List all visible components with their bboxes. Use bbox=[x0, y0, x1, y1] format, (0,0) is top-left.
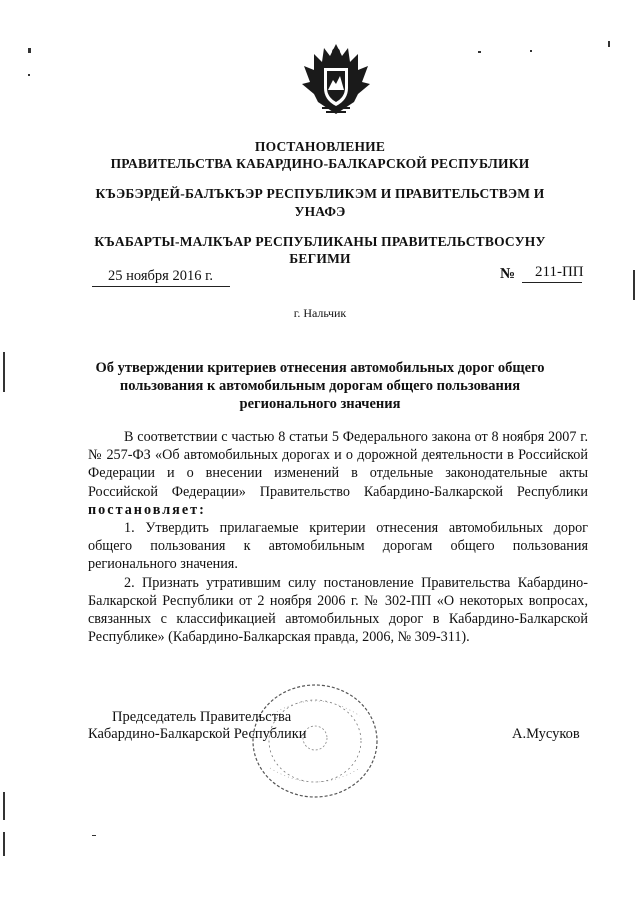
decree-title-2: пользования к автомобильным дорогам общего пользования bbox=[119, 378, 521, 394]
date-underline bbox=[92, 286, 230, 287]
header-title-6: БЕГИМИ bbox=[289, 251, 351, 266]
scan-mark bbox=[633, 270, 635, 300]
scan-mark bbox=[530, 50, 532, 52]
intro-text: В соответствии с частью 8 статьи 5 Федерального закона от 8 ноября 2007 г. № 257-ФЗ «Об автомобильных дорогах и о дорожной деятельности в Российской Федерации и о внесении изменений в отдельные законодательные акты Российской Федерации» Правительство Кабардино-Балкарской Республики bbox=[88, 429, 588, 500]
decree-number: 211-ПП bbox=[535, 264, 584, 280]
coat-of-arms bbox=[296, 38, 376, 120]
signatory-name: А.Мусуков bbox=[512, 726, 580, 742]
header-title-3: КЪЭБЭРДЕЙ-БАЛЪКЪЭР РЕСПУБЛИКЭМ И ПРАВИТЕЛЬСТВЭМ И bbox=[95, 186, 545, 201]
decree-title-1: Об утверждении критериев отнесения автомобильных дорог общего bbox=[95, 360, 545, 376]
intro-paragraph bbox=[88, 428, 588, 519]
header-title-4: УНАФЭ bbox=[294, 204, 346, 219]
decree-body bbox=[88, 428, 588, 646]
scan-mark bbox=[28, 74, 30, 76]
decree-date: 25 ноября 2016 г. bbox=[108, 268, 214, 284]
scan-mark bbox=[3, 792, 5, 820]
header-title-1: ПОСТАНОВЛЕНИЕ bbox=[254, 139, 386, 154]
header-title-5: КЪАБАРТЫ-МАЛКЪАР РЕСПУБЛИКАНЫ ПРАВИТЕЛЬСТВОСУНУ bbox=[94, 234, 546, 249]
scan-mark bbox=[28, 48, 31, 53]
city: г. Нальчик bbox=[293, 306, 347, 320]
decree-word: постановляет: bbox=[88, 501, 206, 518]
signatory-position-1: Председатель Правительства bbox=[112, 709, 292, 725]
number-underline bbox=[522, 282, 582, 283]
kbr-coat-of-arms-icon bbox=[296, 38, 376, 120]
signatory-position-2: Кабардино-Балкарской Республики bbox=[88, 726, 307, 742]
header-title-2: ПРАВИТЕЛЬСТВА КАБАРДИНО-БАЛКАРСКОЙ РЕСПУБЛИКИ bbox=[110, 156, 530, 171]
scan-mark bbox=[3, 352, 5, 392]
item-2: 2. Признать утратившим силу постановление Правительства Кабардино-Балкарской Республики от 2 ноября 2006 г. № 302-ПП «О некоторых вопросах, связанных с классификацией автомобильных дорог в Кабардино-Балкарской Республике» (Кабардино-Балкарская правда, 2006, № 309-311). bbox=[88, 574, 588, 646]
scan-mark bbox=[608, 41, 610, 47]
item-1: 1. Утвердить прилагаемые критерии отнесения автомобильных дорог общего пользования к автомобильным дорогам общего пользования регионального значения. bbox=[88, 520, 588, 573]
scan-mark bbox=[3, 832, 5, 856]
decree-title-3: регионального значения bbox=[239, 396, 401, 412]
scan-mark bbox=[92, 835, 96, 836]
number-label: № bbox=[500, 266, 516, 282]
scan-mark bbox=[478, 51, 481, 53]
